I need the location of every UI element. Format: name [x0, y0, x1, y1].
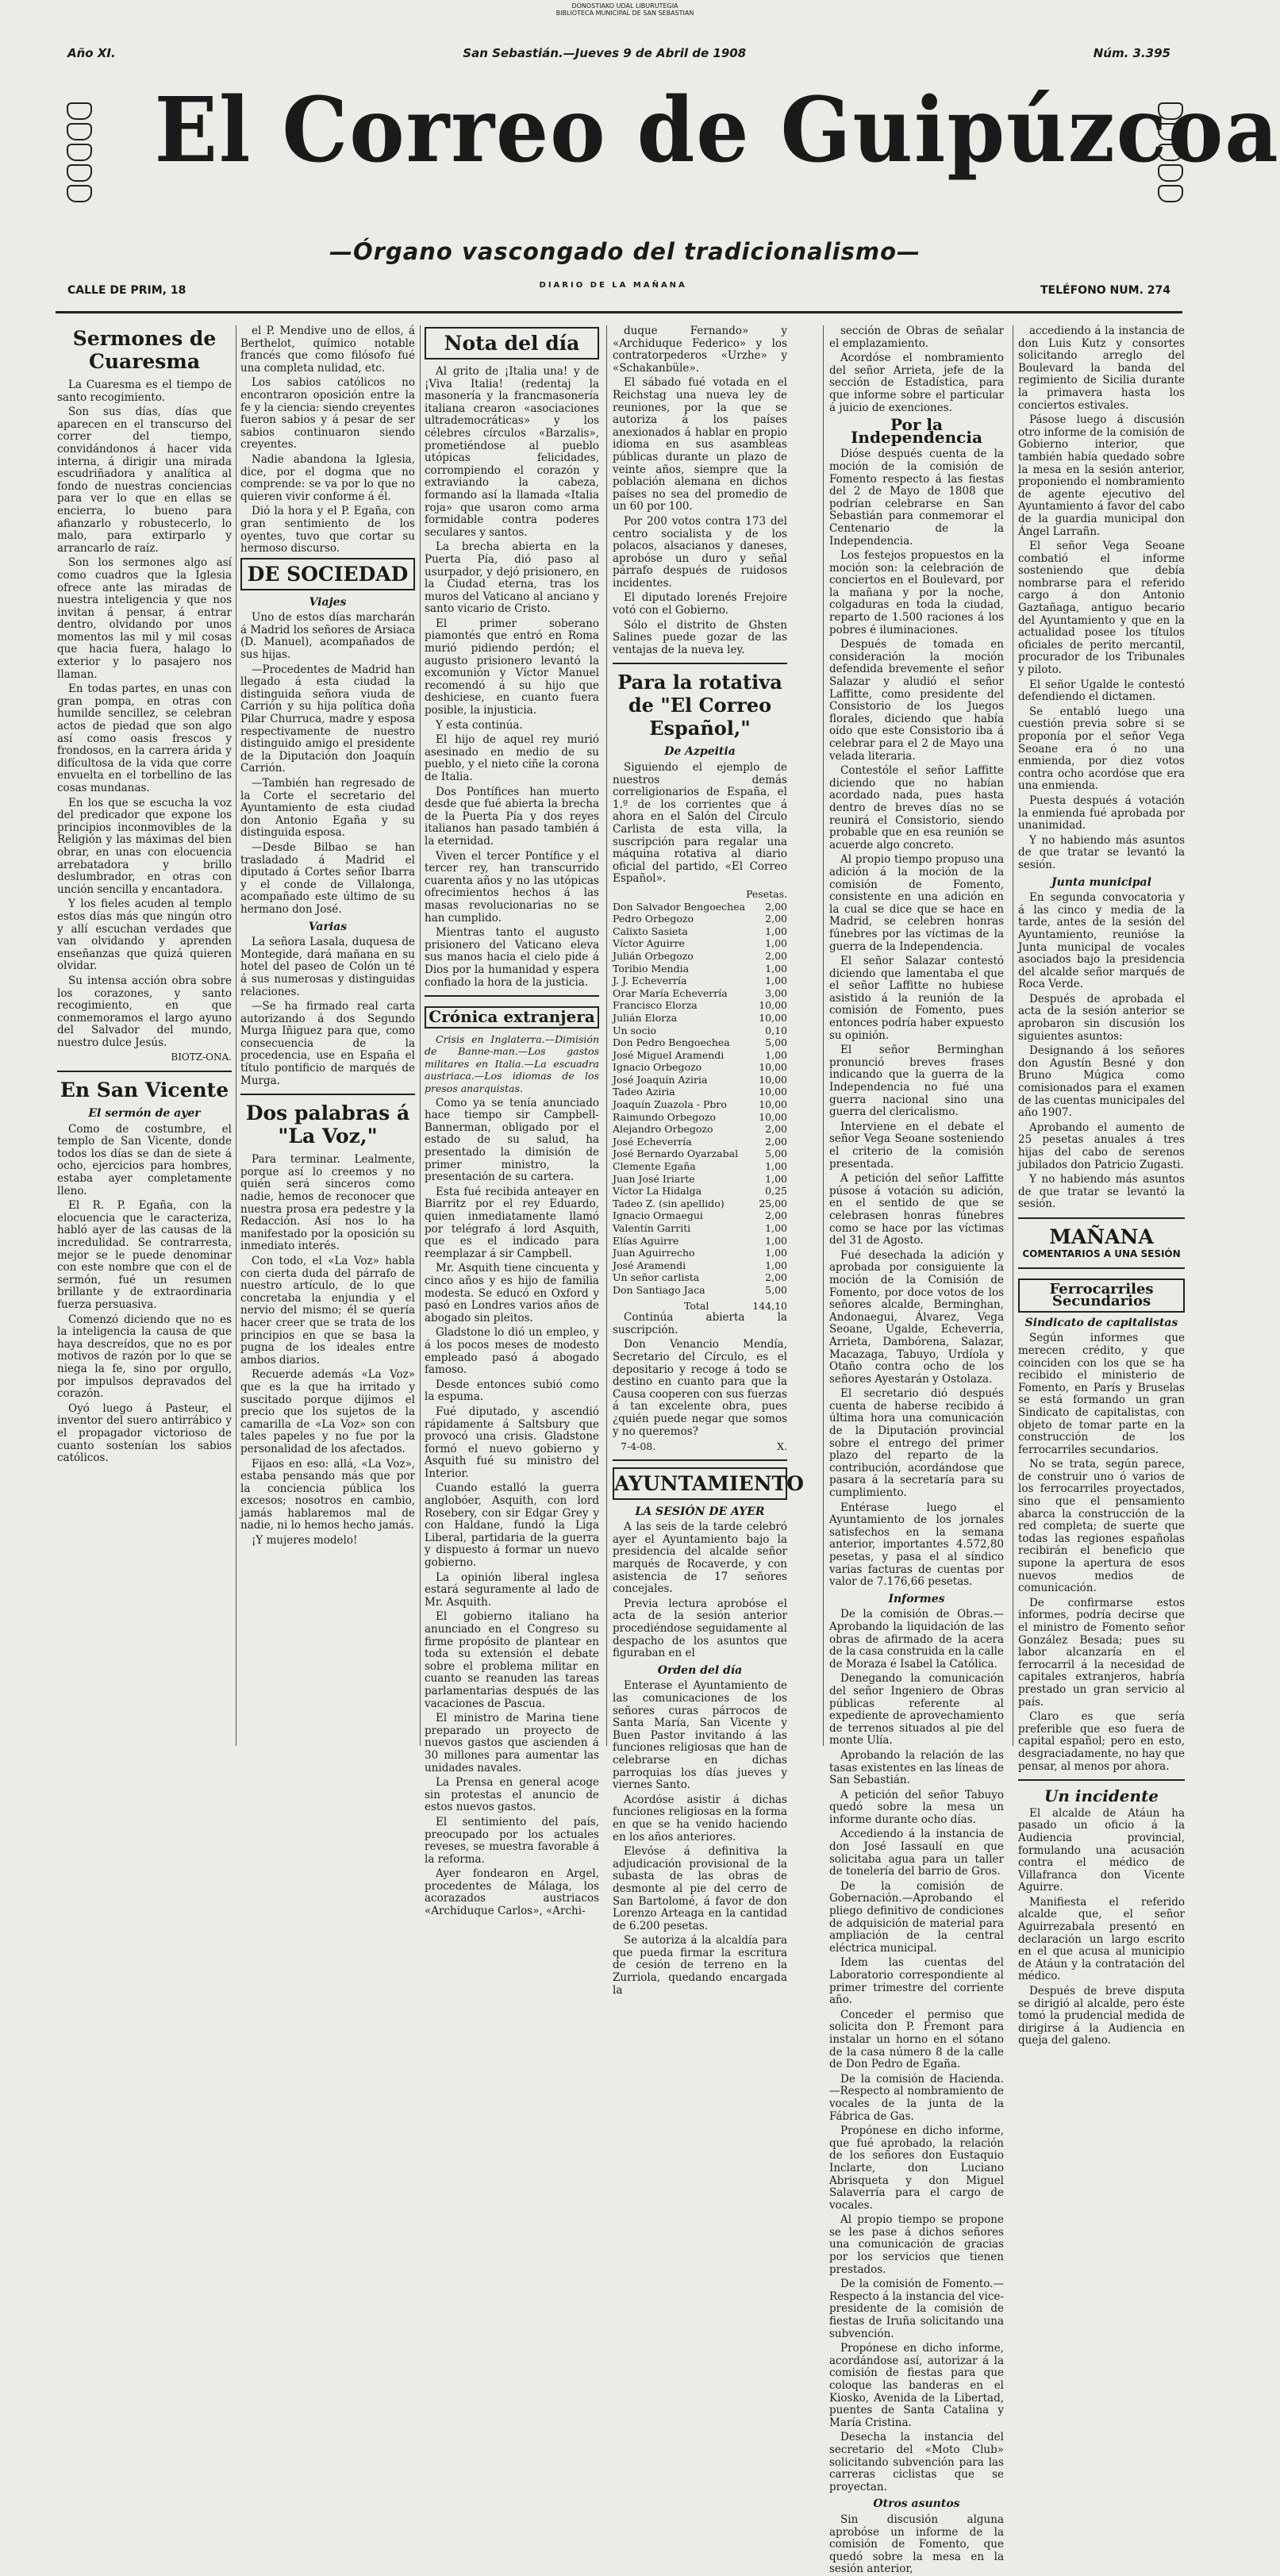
- paragraph: Accediendo á la instancia de don José Iassaulí en que solicitaba agua para un taller de tonelería del barrio de Gros.: [829, 1828, 1004, 1878]
- donor-row: [613, 1098, 787, 1111]
- paragraph: Aprobando el aumento de 25 pesetas anuales á tres hijas del cabo de serenos jubilados don Patricio Zugasti.: [1018, 1121, 1185, 1171]
- paragraph: accediendo á la instancia de don Luis Kutz y consortes solicitando arreglo del Boulevard la banda del regimiento de Sicilia durante la primavera hasta los conciertos estivales.: [1018, 325, 1185, 412]
- article-subtitle: Sindicato de capitalistas: [1024, 1316, 1178, 1329]
- donor-amount: 2,00: [765, 1123, 787, 1136]
- article-kicker: COMENTARIOS A UNA SESIÓN: [1022, 1248, 1181, 1259]
- paragraph: —También han regresado de la Corte el secretario del Ayuntamiento de esta ciudad don Antonio Egaña y su distinguida esposa.: [240, 777, 415, 840]
- section-title: AYUNTAMIENTO: [613, 1467, 787, 1500]
- donor-row: [613, 901, 787, 913]
- donor-row: [613, 963, 787, 975]
- article-title: Nota del día: [425, 327, 599, 359]
- donor-name: Víctor Aguirre: [613, 937, 685, 950]
- donor-amount: 2,00: [765, 1209, 787, 1222]
- donor-name: Don Santiago Jaca: [613, 1283, 705, 1296]
- donor-name: J. J. Echeverría: [613, 975, 687, 987]
- donor-row: [613, 937, 787, 950]
- paragraph: Por 200 votos contra 173 del centro socialista y de los polacos, alsacianos y daneses, aprobóse un duro y señal párrafo después de ruidosos incidentes.: [613, 514, 787, 590]
- paragraph: A petición del señor Tabuyo quedó sobre la mesa un informe durante ocho días.: [829, 1788, 1004, 1826]
- donor-name: Elías Aguirre: [613, 1234, 679, 1247]
- donor-amount: 10,00: [759, 1110, 787, 1123]
- article-title: En San Vicente: [60, 1078, 229, 1102]
- paragraph: Idem las cuentas del Laboratorio correspondiente al primer trimestre del corriente año.: [829, 1956, 1004, 2007]
- lantern-ornament-left: [63, 99, 95, 202]
- paragraph: Acordóse asistir á dichas funciones religiosas en la forma en que se ha venido haciendo en los años anteriores.: [613, 1793, 787, 1844]
- donor-amount: 10,00: [759, 1098, 787, 1111]
- donor-row: [613, 1235, 787, 1248]
- paragraph: Dióse después cuenta de la moción de la comisión de Fomento respecto á las fiestas del 2 de Mayo de 1808 que podrían celebrarse en San Sebastián para conmemorar el Centenario de la Independencia.: [829, 448, 1004, 548]
- donor-name: Francisco Elorza: [613, 999, 698, 1012]
- donor-name: Toribio Mendia: [613, 962, 690, 975]
- paragraph: En todas partes, en unas con gran pompa, en otras con humilde sencillez, se celebran actos de piedad que son algo así como oasis frescos y frondosos, en la carrera árida y difícultosa de la vida que corre envuelta en el torbellino de las cosas mundanas.: [57, 682, 232, 794]
- donor-row: [613, 1173, 787, 1186]
- paragraph: El gobierno italiano ha anunciado en el Congreso su firme propósito de plantear en toda su extensión el debate sobre el problema militar en cuanto se reanuden las tareas parlamentarias después de las vacaciones de Pascua.: [425, 1610, 599, 1710]
- paragraph: Su intensa acción obra sobre los corazones, y santo recogimiento, en que conmemoramos el largo ayuno del Salvador del mundo, nuestro dulce Jesús.: [57, 974, 232, 1049]
- paragraph: —Se ha firmado real carta autorizando á dos Segundo Murga Iñiguez para que, como consecuencia de la procedencia, use en España el título pontificio de marqués de Murga.: [240, 1000, 415, 1087]
- paragraph: De confirmarse estos informes, podría decirse que el ministro de Fomento señor González Besada; pues su labor alcanzaría en el ferrocarril á la necesidad de capitales extranjeros, habría prestado un gran servicio al país.: [1018, 1596, 1185, 1709]
- paragraph: Propónese en dicho informe, acordándose así, autorizar á la comisión de fiestas para que coloque las banderas en el Kiosko, Avenida de la Libertad, puentes de Santa Catalina y María Cristina.: [829, 2342, 1004, 2429]
- donor-amount: 2,00: [765, 1135, 787, 1148]
- donor-name: Víctor La Hidalga: [613, 1185, 702, 1198]
- section-subtitle: Viajes: [309, 595, 347, 609]
- donor-amount: 2,00: [765, 913, 787, 925]
- column-3: [425, 325, 599, 1918]
- paragraph: De la comisión de Fomento.—Respecto á la instancia del vice-presidente de la comisión de fiestas de Iruña solicitando una subvención.: [829, 2278, 1004, 2340]
- paragraph: Los sabios católicos no encontraron oposición entre la fe y la ciencia: siendo creyentes fueron sabios y á pesar de ser sabios continuaron siendo creyentes.: [240, 376, 415, 452]
- donor-amount: 10,00: [759, 1086, 787, 1098]
- donor-row: [613, 950, 787, 963]
- paragraph: Al propio tiempo se propone se les pase á dichos señores una comunicación de gracias por los servicios que tienen prestados.: [829, 2213, 1004, 2276]
- paragraph: Pásose luego á discusión otro informe de la comisión de Gobierno interior, que también había quedado sobre la mesa en la sesión anterior, proponiendo el nombramiento de agente ejecutivo del Ayuntamiento á favor del cabo de la guardia municipal don Ángel Larrañn.: [1018, 413, 1185, 538]
- paragraph: Don Venancio Mendía, Secretario del Círculo, es el depositario y recoge á todo se destino en cuanto para que la Causa cooperen con sus fuerzas á tan excelente obra, pues ¿quién puede negar que somos y no queremos?: [613, 1338, 787, 1438]
- donor-name: Un señor carlista: [613, 1271, 700, 1284]
- donor-amount: 0,10: [765, 1024, 787, 1036]
- donor-name: José Echeverría: [613, 1135, 692, 1148]
- paragraph: La opinión liberal inglesa estará seguramente al lado de Mr. Asquith.: [425, 1571, 599, 1609]
- paragraph: El hijo de aquel rey murió asesinado en medio de su pueblo, y el nieto ciñe la corona de Italia.: [425, 733, 599, 783]
- article-subtitle: De Azpeitia: [664, 745, 736, 759]
- donor-name: Ignacio Ormaegui: [613, 1209, 703, 1222]
- paragraph: Mr. Asquith tiene cincuenta y cinco años y es hijo de familia modesta. Se educó en Oxford y pasó en Londres varios años de abogado sin pleitos.: [425, 1262, 599, 1325]
- donor-name: Don Pedro Bengoechea: [613, 1036, 730, 1049]
- paragraph: Son los sermones algo así como cuadros que la Iglesia ofrece ante las miradas de nuestra inteligencia y que nos invitan á pensar, á entrar dentro, olvidando por unos momentos las mil y mil cosas que hacia fuera, halago lo exterior y lo pasajero nos llaman.: [57, 556, 232, 681]
- paragraph: Son sus días, días que aparecen en el transcurso del correr del tiempo, convidándonos á hacer vida interna, á dirigir una mirada escudriñadora y analítica al fondo de nuestras conciencias para ver lo que en ellas se encierra, lo bueno para afianzarlo y robustecerlo, lo malo, para extirparlo y arrancarlo de raíz.: [57, 406, 232, 555]
- column-5: [829, 325, 1004, 2576]
- donor-row: [613, 925, 787, 938]
- paragraph: Gladstone lo dió un empleo, y á los pocos meses de modesto empleado pasó á abogado famoso.: [425, 1326, 599, 1377]
- paragraph: El señor Ugalde le contestó defendiendo el dictamen.: [1018, 678, 1185, 704]
- donor-row: [613, 1148, 787, 1160]
- paragraph: Cuando estalló la guerra anglobóer, Asquith, con lord Rosebery, con sir Edgar Grey y con Haldane, fundó la Liga Liberal, partidaria de la guerra y dispuesto á formar un nuevo gobierno.: [425, 1482, 599, 1570]
- reference-line: [613, 1440, 787, 1453]
- paragraph: Elevóse á definitiva la adjudicación provisional de la subasta de las obras de desmonte al pie del cerro de San Bartolomé, á favor de don Lorenzo Arteaga en la cantidad de 6.200 pesetas.: [613, 1845, 787, 1932]
- donor-row: [613, 1111, 787, 1124]
- total-label: Total: [684, 1299, 709, 1312]
- donor-name: Juan José Iriarte: [613, 1172, 695, 1185]
- paragraph: Los festejos propuestos en la moción son: la celebración de conciertos en el Boulevard, por la mañana y por la noche, colgaduras en toda la ciudad, reparto de 1.500 raciones á los pobres é iluminaciones.: [829, 549, 1004, 636]
- donor-name: Juan Aguirrecho: [613, 1247, 695, 1259]
- paragraph: Siguiendo el ejemplo de nuestros demás correligionarios de España, el 1.º de los corrientes que á ahora en el Salón del Círculo Carlista de esta villa, la suscripción para regalar una máquina rotativa al diario oficial del partido, «El Correo Español».: [613, 761, 787, 886]
- article-title: Sermones de Cuaresma: [72, 327, 217, 373]
- paragraph: El señor Salazar contestó diciendo que lamentaba el que el señor Laffitte no hubiese asistido á la reunión de la comisión de Fomento, pues entonces podría haber expuesto su opinión.: [829, 955, 1004, 1042]
- paragraph: Previa lectura aprobóse el acta de la sesión anterior procediéndose seguidamente al despacho de los asuntos que figuraban en el: [613, 1597, 787, 1660]
- article-title: Un incidente: [1044, 1786, 1159, 1806]
- donor-name: Raimundo Orbegozo: [613, 1110, 716, 1123]
- section-subtitle: LA SESIÓN DE AYER: [635, 1505, 765, 1518]
- donor-name: Julián Orbegozo: [613, 949, 694, 962]
- donor-amount: 1,00: [765, 1172, 787, 1185]
- donor-row: [613, 1012, 787, 1025]
- donor-amount: 0,25: [765, 1185, 787, 1198]
- total-amount: 144,10: [752, 1299, 787, 1312]
- column-1: [57, 325, 232, 1746]
- paragraph: Mientras tanto el augusto prisionero del Vaticano eleva sus manos hacia el cielo pide á Dios por la humanidad y espera confiado la hora de la justicia.: [425, 926, 599, 989]
- paragraph: Después de breve disputa se dirigió al alcalde, pero éste tomó la prudencial medida de dirigirse á la Audiencia en queja del galeno.: [1018, 1985, 1185, 2047]
- paragraph: Propónese en dicho informe, que fué aprobado, la relación de los señores don Eustaquio Inclarte, don Luciano Abrisqueta y don Miguel Salaverría para el cargo de vocales.: [829, 2124, 1004, 2212]
- donor-row: [613, 1259, 787, 1272]
- donor-row: [613, 1247, 787, 1259]
- donor-row: [613, 1025, 787, 1037]
- donor-amount: 2,00: [765, 1271, 787, 1284]
- donor-row: [613, 1160, 787, 1173]
- donor-name: José Aramendi: [613, 1259, 686, 1271]
- paragraph: El primer soberano piamontés que entró en Roma murió pidiendo perdón; el augusto prisionero levantó la excomunión y Víctor Manuel recomendó á su hijo que deshiciese, en cuanto fuera posible, la injusticia.: [425, 617, 599, 717]
- donor-name: Don Salvador Bengoechea: [613, 900, 746, 913]
- paragraph: Esta fué recibida anteayer en Biarritz por el rey Eduardo, quien inmediatamente llamó por telégrafo á lord Asquith, que es el indicado para reemplazar á sir Campbell.: [425, 1185, 599, 1260]
- donor-amount: 1,00: [765, 925, 787, 937]
- donor-header: [613, 888, 787, 901]
- donor-amount: 3,00: [765, 986, 787, 999]
- paragraph: Fijaos en eso: allá, «La Voz», estaba pensando más que por la conciencia pública los excesos; nosotros en cambio, jamás hablaremos mal de nadie, ni lo hemos hecho jamás.: [240, 1457, 415, 1532]
- paragraph: Después de aprobada el acta de la sesión anterior se aprobaron sin discusión los siguientes asuntos:: [1018, 992, 1185, 1043]
- donor-row: [613, 1271, 787, 1284]
- phone: TELÉFONO NUM. 274: [1040, 284, 1170, 297]
- paragraph: Con todo, el «La Voz» habla con cierta duda del párrafo de nuestro artículo, de lo que concretaba la enjundia y el nervio del mismo; él se quería hacer creer que se trata de los principios en que se basa la pugna de los ideales entre ambos diarios.: [240, 1255, 415, 1367]
- paragraph: Puesta después á votación la enmienda fué aprobada por unanimidad.: [1018, 794, 1185, 832]
- section-subtitle: Orden del día: [657, 1663, 743, 1677]
- paragraph: Aprobando la relación de las tasas existentes en las líneas de San Sebastián.: [829, 1748, 1004, 1787]
- paragraph: Para terminar. Lealmente, porque así lo creemos y no quién será sinceros como nadie, hemos de reconocer que nuestra prosa era pedestre y la Redacción. Así nos lo ha manifestado por la oposición su inmediato interés.: [240, 1153, 415, 1253]
- donor-row: [613, 1284, 787, 1297]
- donor-name: Clemente Egaña: [613, 1160, 696, 1173]
- paragraph: Contestóle el señor Laffitte diciendo que no habían acordado nada, pues hasta dentro de breves días no se reunirá el Consistorio, siendo probable que en esa reunión se acuerde algo concreto.: [829, 764, 1004, 852]
- paragraph: Acordóse el nombramiento del señor Arrieta, jefe de la sección de Estadística, para que informe sobre el particular á juicio de exenciones.: [829, 352, 1004, 414]
- column-divider: [823, 325, 824, 1746]
- paragraph: el P. Mendive uno de ellos, á Berthelot, químico notable francés que como filósofo fué una completa nulidad, etc.: [240, 325, 415, 375]
- donor-amount: 5,00: [765, 1148, 787, 1160]
- section-title: DE SOCIEDAD: [240, 558, 415, 590]
- donor-row: [613, 1086, 787, 1098]
- paragraph: —Desde Bilbao se han trasladado á Madrid el diputado á Cortes señor Ibarra y el conde de Villalonga, acompañado este último de su hermano don José.: [240, 840, 415, 916]
- paragraph: Viven el tercer Pontífice y el tercer rey, han transcurrido cuarenta años y no las utópicas ofrecimientos hechos á las masas revolucionarias no se han cumplido.: [425, 849, 599, 925]
- article-title: Ferrocarriles Secundarios: [1018, 1278, 1185, 1313]
- paragraph: El diputado lorenés Frejoire votó con el Gobierno.: [613, 591, 787, 617]
- donor-row: [613, 987, 787, 1000]
- column-divider: [420, 325, 421, 1746]
- paragraph: La Cuaresma es el tiempo de santo recogimiento.: [57, 379, 232, 404]
- column-2: [240, 325, 415, 1746]
- donor-amount: 25,00: [759, 1197, 787, 1209]
- donor-row: [613, 999, 787, 1012]
- article-title: Para la rotativa de "El Correo Español,": [617, 671, 782, 740]
- issue-number: Núm. 3.395: [1093, 46, 1170, 60]
- donor-name: Joaquín Zuazola - Pbro: [613, 1098, 727, 1111]
- section-subtitle: Informes: [888, 1592, 945, 1605]
- donor-name: José Bernardo Oyarzabal: [613, 1148, 739, 1160]
- donor-row: [613, 1123, 787, 1136]
- paragraph: Como de costumbre, el templo de San Vicente, donde todos los días se dan de siete á ocho, ejercicios para hombres, estaba ayer completamente lleno.: [57, 1122, 232, 1198]
- article-title: Dos palabras á "La Voz,": [245, 1102, 410, 1148]
- year: Año XI.: [67, 46, 116, 60]
- paragraph: No se trata, según parece, de construir uno ó varios de los ferrocarriles proyectados, sino que el pensamiento abarca la construcción de la red completa; de suerte que todas las regiones españolas recibirán el beneficio que supone la apertura de esos nuevos medios de comunicación.: [1018, 1458, 1185, 1595]
- donor-name: Tadeo Aziria: [613, 1086, 675, 1098]
- paragraph: En segunda convocatoria y á las cinco y media de la tarde, antes de la sesión del Ayuntamiento, reunióse la Junta municipal de vocales asociados bajo la presidencia del alcalde señor marqués de Roca Verde.: [1018, 891, 1185, 991]
- donor-name: Un socio: [613, 1024, 657, 1036]
- column-4: [613, 325, 804, 1997]
- paragraph: Manifiesta el referido alcalde que, el señor Aguirrezabala presentó en declaración un largo escrito en el que acusa al municipio de Atáun y la contratación del médico.: [1018, 1895, 1185, 1983]
- address: CALLE DE PRIM, 18: [67, 284, 186, 297]
- donor-amount: 1,00: [765, 937, 787, 950]
- donor-name: Calixto Sasieta: [613, 925, 688, 937]
- donor-row: [613, 913, 787, 925]
- donor-name: Tadeo Z. (sin apellido): [613, 1197, 725, 1209]
- donor-row: [613, 1185, 787, 1198]
- donor-name: Orar María Echeverría: [613, 986, 728, 999]
- paragraph: En los que se escucha la voz del predicador que expone los principios inconmovibles de la Religión y las máximas del bien obrar, en unas con elocuencia arrebatadora y brillo deslumbrador, en otras con unción sencilla y encantadora.: [57, 796, 232, 896]
- paragraph: De la comisión de Obras.—Aprobando la liquidación de las obras de afirmado de la acera de la casa construida en la calle de Moraza é Isabel la Católica.: [829, 1608, 1004, 1671]
- donor-amount: 5,00: [765, 1283, 787, 1296]
- donor-amount: 10,00: [759, 1011, 787, 1024]
- paragraph: El secretario dió después cuenta de haberse recibido á última hora una comunicación de la Diputación provincial sobre el entrego del primer plazo del reparto de la contribución, acordándose que pasara á la secretaría para su cumplimiento.: [829, 1387, 1004, 1500]
- date: San Sebastián.—Jueves 9 de Abril de 1908: [463, 46, 747, 60]
- donor-list: [613, 901, 787, 1297]
- paragraph: Y no habiendo más asuntos de que tratar se levantó la sesión.: [1018, 833, 1185, 871]
- paragraph: Denegando la comunicación del señor Ingeniero de Obras públicas referente al expediente de aprovechamiento de terrenos situados al pie del monte Ulía.: [829, 1672, 1004, 1747]
- paragraph: El R. P. Egaña, con la elocuencia que le caracteriza, habló ayer de las causas de la incredulidad. Se contrarresta, mejor se le puede denominar con este nombre que con el de sermón, fué un resumen brillante y de extraordinaria fuerza persuasiva.: [57, 1199, 232, 1311]
- paragraph: La señora Lasala, duquesa de Montegide, dará mañana en su hotel del paseo de Colón un té á sus numerosas y distinguidas relaciones.: [240, 936, 415, 998]
- article-title: Crónica extranjera: [425, 1006, 599, 1028]
- archive-header: [0, 2, 1250, 17]
- donor-name: Ignacio Orbegozo: [613, 1061, 702, 1074]
- info-bar: [67, 281, 1170, 297]
- donor-amount: 1,00: [765, 962, 787, 975]
- donor-row: [613, 1074, 787, 1086]
- signature: BIOTZ-ONA.: [171, 1052, 232, 1063]
- paragraph: El señor Berminghan pronunció breves frases indicando que la guerra de la Independencia no fué una guerra nacional sino una guerra del clericalismo.: [829, 1044, 1004, 1119]
- article-title: Por la Independencia: [851, 415, 982, 447]
- paragraph: Sólo el distrito de Ghsten Salines puede gozar de las ventajas de la nueva ley.: [613, 618, 787, 656]
- paragraph: Uno de estos días marcharán á Madrid los señores de Arsiaca (D. Manuel), acompañados de sus hijas.: [240, 611, 415, 662]
- donor-amount: 1,00: [765, 1048, 787, 1061]
- paragraph: El sentimiento del país, preocupado por los actuales reveses, se muestra favorable á la reforma.: [425, 1815, 599, 1866]
- donor-amount: 1,00: [765, 1234, 787, 1247]
- paragraph: Se autoriza á la alcaldía para que pueda firmar la escritura de cesión de terreno en la Zurriola, quedando encargada la: [613, 1934, 787, 1997]
- paragraph: De la comisión de Gobernación.—Aprobando el pliego definitivo de condiciones de adquisición de material para ampliación de la central eléctrica municipal.: [829, 1879, 1004, 1955]
- paragraph: Después de tomada en consideración la moción defendida brevemente el señor Salazar y aludió el señor Laffitte, como presidente del Consistorio de los Juegos florales, diciendo que había oído que este Consistorio iba á celebrar para el 2 de Mayo una velada literaria.: [829, 638, 1004, 763]
- section-subtitle: Junta municipal: [1051, 875, 1151, 889]
- donor-row: [613, 1136, 787, 1148]
- donor-row: [613, 1222, 787, 1235]
- donor-name: Julián Elorza: [613, 1011, 678, 1024]
- paragraph: Nadie abandona la Iglesia, dice, por el dogma que no comprende: se va por lo que no quieren vivir conforme á él.: [240, 452, 415, 503]
- paragraph: —Procedentes de Madrid han llegado á esta ciudad la distinguida señora viuda de Carrión y su hija política doña Pilar Churruca, madre y esposa respectivamente de nuestro distinguido amigo el presidente de la Diputación don Joaquín Carrión.: [240, 663, 415, 775]
- donor-row: [613, 1209, 787, 1222]
- donor-total: [613, 1300, 787, 1313]
- paragraph: Ayer fondearon en Argel, procedentes de Málaga, los acorazados austriacos «Archiduque Carlos», «Archi-: [425, 1867, 599, 1918]
- tagline: DIARIO DE LA MAÑANA: [539, 281, 687, 290]
- section-subtitle: Varias: [308, 920, 348, 933]
- donor-row: [613, 1198, 787, 1210]
- paragraph: Comenzó diciendo que no es la inteligencia la causa de que haya descreídos, que no es por motivos de razón por lo que se niega la fe, sino por orgullo, por impulsos depravados del corazón.: [57, 1313, 232, 1401]
- donor-amount: 10,00: [759, 1073, 787, 1086]
- donor-name: Alejandro Orbegozo: [613, 1123, 713, 1136]
- paragraph: ¡Y mujeres modelo!: [252, 1534, 358, 1548]
- paragraph: El ministro de Marina tiene preparado un proyecto de nuevos gastos que ascienden á 30 millones para aumentar las unidades navales.: [425, 1712, 599, 1774]
- paragraph: Claro es que sería preferible que eso fuera de capital español; pero en esto, desgraciadamente, no hay que pensar, al menos por ahora.: [1018, 1710, 1185, 1773]
- paragraph: Al grito de ¡Italia una! y de ¡Viva Italia! (redentaj la masonería y la francmasonería italiana crearon «asociaciones ultrademocráticas» y los célebres círculos «Barzalis», prometiéndose al pueblo utópicas felicidades, corrompiendo el corazón y extraviando la cabeza, formando así la llamada «Italia roja» que usaron como arma formidable contra poderes seculares y santos.: [425, 365, 599, 539]
- header-rule: [56, 311, 1182, 313]
- paragraph: Interviene en el debate el señor Vega Seoane sosteniendo el criterio de la comisión presentada.: [829, 1120, 1004, 1171]
- paragraph: Desecha la instancia del secretario del «Moto Club» solicitando subvención para las carreras ciclistas que se proyectan.: [829, 2431, 1004, 2493]
- donor-amount: 1,00: [765, 1160, 787, 1173]
- column-6: [1018, 325, 1185, 2047]
- paragraph: Desde entonces subió como la espuma.: [425, 1378, 599, 1404]
- donor-amount: 5,00: [765, 1036, 787, 1049]
- paragraph: duque Fernando» y «Archiduque Federico» y los contratorpederos «Urzhe» y «Schakanbüle».: [613, 325, 787, 375]
- paragraph: Dos Pontífices han muerto desde que fué abierta la brecha de la Puerta Pía y dos reyes italianos han pasado también á la eternidad.: [425, 785, 599, 848]
- paragraph: Y no habiendo más asuntos de que tratar se levantó la sesión.: [1018, 1173, 1185, 1211]
- donor-name: Pedro Orbegozo: [613, 913, 694, 925]
- article-title: MAÑANA: [1049, 1225, 1154, 1248]
- donor-name: José Miguel Aramendi: [613, 1048, 725, 1061]
- paragraph: Y esta continúa.: [436, 718, 523, 732]
- donor-amount: 1,00: [765, 1247, 787, 1259]
- paragraph: Conceder el permiso que solicita don P. Fremont para instalar un horno en el sótano de la casa número 8 de la calle de Don Pedro de Egaña.: [829, 2008, 1004, 2071]
- donor-row: [613, 975, 787, 987]
- meta-bar: [67, 46, 1170, 60]
- donor-amount: 1,00: [765, 975, 787, 987]
- paragraph: Designando á los señores don Agustín Besné y don Bruno Múgica como comisionados para el examen de las cuentas municipales del año 1907.: [1018, 1044, 1185, 1120]
- donor-row: [613, 1036, 787, 1049]
- donor-row: [613, 1049, 787, 1062]
- paragraph: La Prensa en general acoge sin protestas el anuncio de estos nuevos gastos.: [425, 1776, 599, 1814]
- section-subtitle: Otros asuntos: [873, 2497, 960, 2511]
- column-divider: [606, 325, 607, 1746]
- donor-name: Valentín Garriti: [613, 1222, 691, 1234]
- article-summary: Crisis en Inglaterra.—Dimisión de Banne-man.—Los gastos militares en Italia.—La escuadra austriaca.—Los idiomas de los presos anarquistas.: [425, 1032, 599, 1095]
- paragraph: Recuerde además «La Voz» que es la que ha irritado y suscitado porque dijimos el precio que los sujetos de la camarilla de «La Voz» son con tales papeles y no fue por la personalidad de los afectados.: [240, 1368, 415, 1455]
- donor-amount: 1,00: [765, 1259, 787, 1271]
- masthead-title: El Correo de Guipúzcoa: [154, 79, 1280, 183]
- paragraph: Y los fieles acuden al templo estos días más que ningún otro y allí escuchan verdades que van olvidando y aprenden enseñanzas que quizá quieren olvidar.: [57, 898, 232, 973]
- paragraph: Entérase luego el Ayuntamiento de los jornales satisfechos en la semana anterior, importantes 4.572,80 pesetas, y pasa el al síndico varias facturas de cuentas por valor de 7.176,66 pesetas.: [829, 1501, 1004, 1589]
- paragraph: Fué diputado, y ascendió rápidamente á Saltsbury que provocó una crisis. Gladstone formó el nuevo gobierno y Asquith fué su ministro del Interior.: [425, 1405, 599, 1480]
- paragraph: A las seis de la tarde celebró ayer el Ayuntamiento bajo la presidencia del alcalde señor marqués de Rocaverde, y con asistencia de 17 señores concejales.: [613, 1521, 787, 1596]
- paragraph: Dió la hora y el P. Egaña, con gran sentimiento de los oyentes, tuvo que cortar su hermoso discurso.: [240, 505, 415, 556]
- donor-amount: 10,00: [759, 1061, 787, 1074]
- masthead-subtitle: —Órgano vascongado del tradicionalismo—: [329, 238, 921, 265]
- archive-line-1: DONOSTIAKO UDAL LIBURUTEGIA: [571, 2, 678, 10]
- paragraph: Enterase el Ayuntamiento de las comunicaciones de los señores curas párrocos de Santa María, San Vicente y Buen Pastor invitando á las funciones religiosas que han de celebrarse en dichas parroquias los días jueves y viernes Santo.: [613, 1679, 787, 1792]
- archive-line-2: BIBLIOTECA MUNICIPAL DE SAN SEBASTIAN: [555, 10, 694, 17]
- paragraph: El alcalde de Atáun ha pasado un oficio á la Audiencia provincial, formulando una acusación contra el médico de Villafranca don Vicente Aguirre.: [1018, 1806, 1185, 1894]
- paragraph: Oyó luego á Pasteur, el inventor del suero antirrábico y el propagador victorioso de cuanto sostenían los sabios católicos.: [57, 1401, 232, 1465]
- paragraph: Fué desechada la adición y aprobada por consiguiente la moción de la Comisión de Fomento, por doce votos de los señores alcalde, Berminghan, Andonaegui, Álvarez, Vega Seoane, Ugalde, Echeverría, Arrieta, Dambórena, Salazar, Macazaga, Tabuyo, Urdíola y Otaño contra ocho de los señores Ayestarán y Ostolaza.: [829, 1248, 1004, 1386]
- paragraph: El señor Vega Seoane combatió el informe sosteniendo que debía nombrarse para el referido cargo á don Antonio Gaztañaga, antiguo becario del Ayuntamiento y que en la actualidad posee los títulos oficiales de perito mercantil, procurador de los Tribunales y piloto.: [1018, 540, 1185, 677]
- reference-mark: X.: [777, 1440, 787, 1453]
- paragraph: Como ya se tenía anunciado hace tiempo sir Campbell-Bannerman, obligado por el estado de su salud, ha presentado la dimisión de primer ministro, la presentación de su cartera.: [425, 1096, 599, 1184]
- donor-amount: 1,00: [765, 1222, 787, 1234]
- paragraph: A petición del señor Laffitte púsose á votación su adición, en el sentido de que se celebrasen honras fúnebres como se hace por las víctimas del 31 de Agosto.: [829, 1172, 1004, 1248]
- paragraph: La brecha abierta en la Puerta Pía, dió paso al usurpador, y dejó prisionero, en la Ciudad eterna, tras los muros del Vaticano al anciano y santo vicario de Cristo.: [425, 540, 599, 616]
- donor-header-label: Pesetas.: [746, 887, 787, 900]
- paragraph: Se entabló luego una cuestión previa sobre si se proponía por el señor Vega Seoane era ó no una enmienda, por diez votos contra ocho acordóse que era una enmienda.: [1018, 705, 1185, 793]
- donor-amount: 10,00: [759, 999, 787, 1012]
- paragraph: Según informes que merecen crédito, y que coinciden con los que se ha recibido el ministerio de Fomento, en París y Bruselas se está formando un gran Sindicato de capitalistas, con objeto de tomar parte en la construcción de los ferrocarriles secundarios.: [1018, 1332, 1185, 1456]
- article-subtitle: El sermón de ayer: [88, 1107, 201, 1121]
- donor-name: José Joaquín Aziria: [613, 1073, 708, 1086]
- paragraph: Al propio tiempo propuso una adición á la moción de la comisión de Fomento, consistente en una adición en la cual se dice que se hace en Madrid, se celebren honras fúnebres por las víctimas de la guerra de la Independencia.: [829, 853, 1004, 953]
- donor-row: [613, 1061, 787, 1074]
- reference-date: 7-4-08.: [621, 1440, 656, 1453]
- paragraph: El sábado fué votada en el Reichstag una nueva ley de reuniones, por la que se autoriza á los países anexionados á hablar en propio idioma en sus asambleas públicas durante un plazo de veinte años, siempre que la población alemana en dichos países no sea del promedio de un 60 por 100.: [613, 376, 787, 513]
- donor-amount: 2,00: [765, 900, 787, 913]
- donor-amount: 2,00: [765, 949, 787, 962]
- paragraph: Continúa abierta la suscripción.: [613, 1311, 787, 1336]
- paragraph: sección de Obras de señalar el emplazamiento.: [829, 325, 1004, 350]
- paragraph: De la comisión de Hacienda.—Respecto al nombramiento de vocales de la junta de la Fábrica de Gas.: [829, 2072, 1004, 2123]
- paragraph: Sin discusión alguna aprobóse un informe de la comisión de Fomento, que quedó sobre la mesa en la sesión anterior,: [829, 2513, 1004, 2576]
